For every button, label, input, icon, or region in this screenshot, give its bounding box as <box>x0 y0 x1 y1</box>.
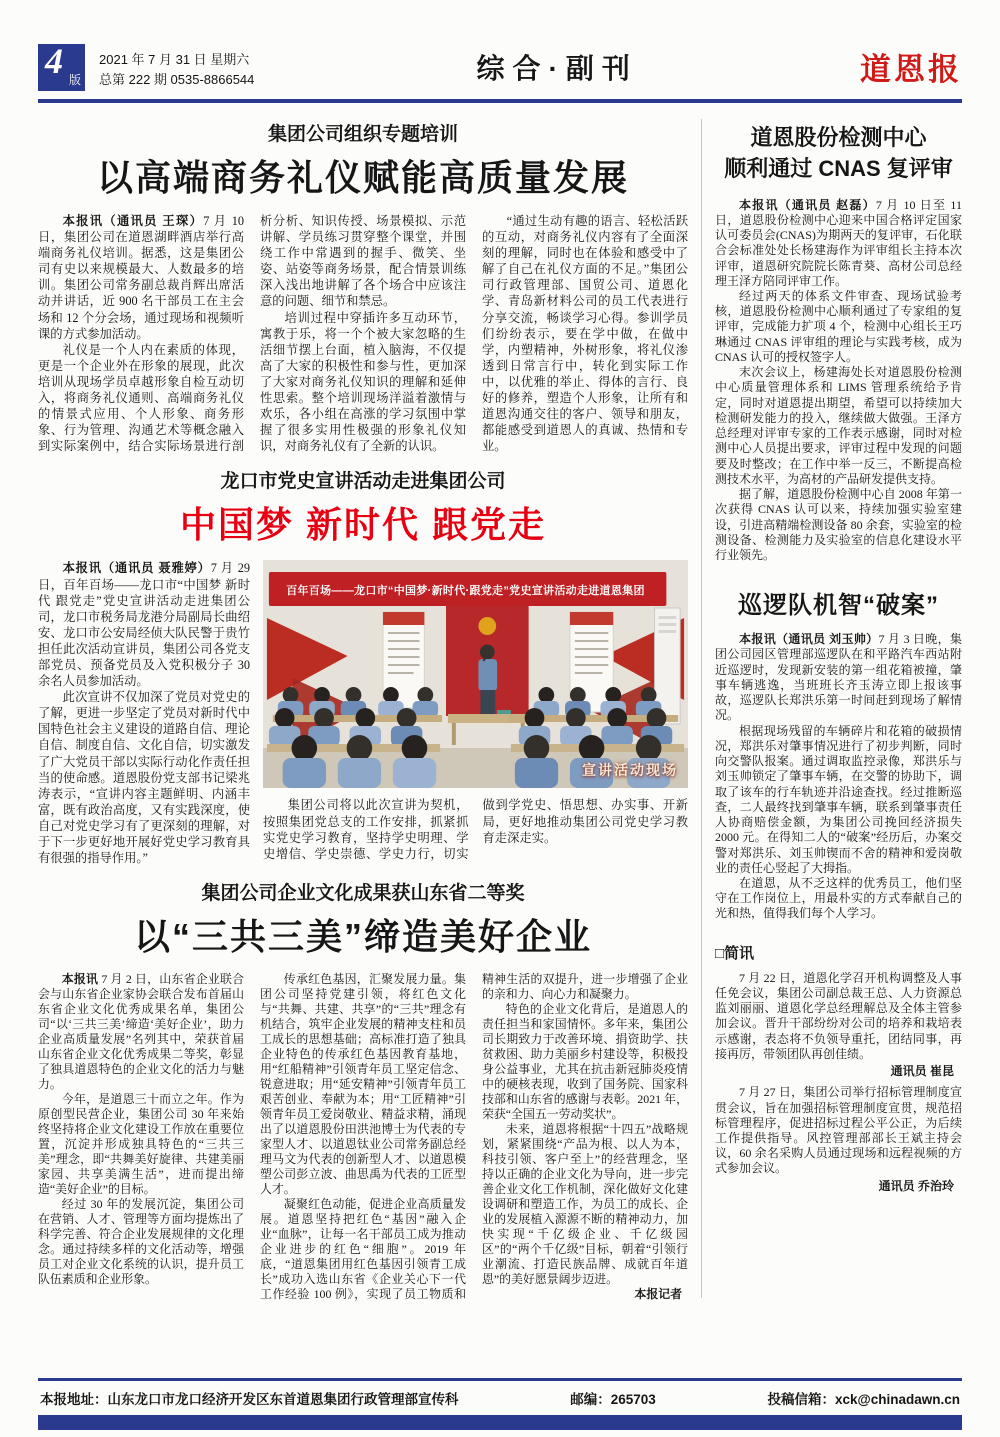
article-kicker: 龙口市党史宣讲活动走进集团公司 <box>220 471 506 493</box>
briefs-body <box>715 971 962 1194</box>
article-photo-column <box>263 560 688 866</box>
paragraph: 本报讯（通讯员 刘玉帅）7 月 3 日晚，集团公司园区管理部巡逻队在和平路汽车西站附近巡逻时，发现新安装的第一组花箱被撞，肇事车辆逃逸，当班班长齐玉涛立即上报该事故，巡逻队长郑洪乐第一时间赶到现场了解情况。 <box>715 632 962 723</box>
article-headline <box>715 123 962 185</box>
page-footer <box>38 1376 962 1437</box>
paragraph: 经过 30 年的发展沉淀，集团公司在营销、人才、管理等方面均提炼出了科学完善、符合企业发展规律的文化理念。通过持续多样的文化活动等，增强员工对企业文化系统的认识，提升员工队伍素质和企业形象。 <box>38 1197 244 1287</box>
brief-item: 7 月 27 日，集团公司举行招标管理制度宣贯会议，旨在加强招标管理制度宣贯，规范招标管理程序，促进招标过程公平公正，为后续工作提供指导。风控管理部部长王斌主持会议，60 余名采购人员通过现场和远程视频的方式参加会议。 <box>715 1085 962 1176</box>
paragraph: 集团公司将以此次宣讲为契机，按照集团党总支的工作安排，抓紧抓实党史学习教育，坚持学史明理、学史增信、学史崇德、学史力行，切实做到学党史、悟思想、办实事、开新局，更好地推动集团公司党史学习教育走深走实。 <box>263 798 688 861</box>
page-number-label: 版 <box>68 73 81 87</box>
paragraph: 特色的企业文化背后，是道恩人的责任担当和家国情怀。多年来，集团公司长期致力于改善环境、捐资助学、扶贫救困、助力美丽乡村建设等，积极投身公益事业，尤其在抗击新冠肺炎疫情中的硬核表现，收到了国务院、国家科技部和山东省的感谢与表彰。2021 年，荣获“全国五一劳动奖状”。 <box>482 1002 688 1122</box>
paragraph: 礼仪是一个人内在素质的体现，更是一个企业外在形象的展现，此次培训从现场学员卓越形象自检互动切入，将商务礼仪通则、高端商务礼仪的情景式应用、个人形象、商务形象、行为管理、沟通艺术等概念融入到实际案例中，结合实际场景进行剖析分析、知识传授、场景模拟、示范讲解、学员练习贯穿整个课堂，并围绕工作中常遇到的握手、微笑、坐姿、站姿等商务场景，配合情景训练深入浅出地讲解了各个场合中应该注意的问题、细节和禁忌。 <box>38 214 466 454</box>
paragraph: 本报讯（通讯员 赵磊）7 月 10 日至 11 日，道恩股份检测中心迎来中国合格评定国家认可委员会(CNAS)为期两天的复评审，石化联合会标准处处长杨建海作为评审组长主持本次评审，道恩研究院院长陈青葵、高材公司总经理王泽方陪同评审工作。 <box>715 197 962 288</box>
date-line: 2021 年 7 月 31 日 星期六 <box>99 52 250 67</box>
paragraph: 本报讯（通讯员 王琛）7 月 10 日，集团公司在道恩湖畔酒店举行高端商务礼仪培训。据悉，这是集团公司有史以来规模最大、人数最多的培训。集团公司常务副总裁肖辉出席活动并讲话，近 900 名干部员工在主会场和 12 个分会场，通过现场和视频听课的方式参加活动。 <box>38 214 244 341</box>
article-kicker: 集团公司企业文化成果获山东省二等奖 <box>201 883 525 905</box>
byline-lead: 本报讯（通讯员 聂雅婷） <box>62 561 211 576</box>
article-headline: 以高端商务礼仪赋能高质量发展 <box>96 157 629 198</box>
brief-byline: 通讯员 崔昆 <box>890 1064 954 1079</box>
briefs-header: □简讯 <box>715 944 755 962</box>
right-section <box>715 111 962 1302</box>
left-section <box>38 111 688 1302</box>
paragraph: 经过两天的体系文件审查、现场试验考核，道恩股份检测中心顺利通过了专家组的复评审，完成能力扩项 4 个，检测中心组长王巧琳通过 CNAS 评审组的理论与实践考核，成为 CNAS 认可的授权签字人。 <box>715 289 962 364</box>
article-headline: 巡逻队机智“破案” <box>738 592 939 620</box>
brief-item: 7 月 22 日，道恩化学召开机构调整及人事任免会议，集团公司副总裁王总、人力资源总监刘丽丽、道恩化学总经理解总及全体主管参加会议。晋升干部纷纷对公司的培养和栽培表示感谢，表态将不负领导重托，团结同事，再接再厉，带领团队再创佳绩。 <box>715 970 962 1061</box>
issue-line: 总第 222 期 0535-8866544 <box>99 71 255 87</box>
article-culture-award <box>38 878 688 1302</box>
masthead: 道恩报 <box>860 52 962 87</box>
byline-lead: 本报讯（通讯员 王琛） <box>62 214 204 228</box>
paragraph: 此次宣讲不仅加深了党员对党史的了解，更进一步坚定了党员对新时代中国特色社会主义建设的道路自信、理论自信、制度自信、文化自信，切实激发了广大党员干部以实际行动化作责任担当的使命感。道恩股份党支部书记梁兆涛表示，“宣讲内容主题鲜明、内涵丰富，既有政治高度，又有实践深度，使自己对党史学习有了更深刻的理解，对于下一步更好地开展好党史学习教育具有很强的指导作用。” <box>38 690 250 866</box>
article-kicker: 集团公司组织专题培训 <box>267 124 458 145</box>
article-training <box>38 119 688 454</box>
date-issue-block <box>99 50 254 91</box>
footer-address: 本报地址：山东龙口市龙口经济开发区东首道恩集团行政管理部宣传科 <box>40 1392 459 1407</box>
article-patrol <box>715 585 962 921</box>
section-title: 综合·副刊 <box>476 53 638 84</box>
article-body <box>38 213 688 454</box>
briefs-section <box>715 942 962 1194</box>
article-text-column <box>38 560 250 866</box>
paragraph: 凝聚红色动能，促进企业高质量发展。道恩坚持把红色“基因”融入企业“血脉”，让每一名干部员工成为推动企业进步的红色“细胞”。2019 年底，“道恩集团用红色基因引领青工成长”成功入选山东省《企业关心下一代工作经验 100 例》，实现了员工物质和精神生活的双提升，进一步增强了企业的亲和力、向心力和凝聚力。 <box>260 972 688 1302</box>
page-header <box>38 0 962 91</box>
article-continuation <box>263 797 688 861</box>
brief-byline: 通讯员 乔治玲 <box>878 1178 954 1193</box>
paragraph: 根据现场残留的车辆碎片和花箱的破损情况，郑洪乐对肇事情况进行了初步判断，同时向交警队报案。通过调取监控录像，郑洪乐与刘玉帅锁定了肇事车辆，在交警的协助下，调取了该车的行车轨迹并沿途查找。经过推断巡查，二人最终找到肇事车辆，联系到肇事责任人协商赔偿金额，为集团公司挽回经济损失 2000 元。在得知二人的“破案”经历后，办案交警对郑洪乐、刘玉帅锲而不舍的精神和爱岗敬业的责任心竖起了大拇指。 <box>715 723 962 875</box>
header-rule <box>38 99 962 103</box>
article-headline: 中国梦 新时代 跟党走 <box>179 504 546 546</box>
paragraph: “通过生动有趣的语言、轻松活跃的互动，对商务礼仪内容有了全面深刻的理解，同时也在体验和感受中了解了自己在礼仪方面的不足。”集团公司行政管理部、国贸公司、道恩化学、青岛新材料公司的员工代表进行分享交流，畅谈学习心得。参训学员们纷纷表示，要在学中做，在做中学，内塑精神，外树形象，将礼仪渗透到日常言行中，转化到实际工作中，以优雅的举止、得体的言行、良好的修养，塑造个人形象，让所有和道恩沟通交往的客户、领导和朋友，都能感受到道恩人的真诚、热情和专业。 <box>482 214 688 454</box>
paragraph: 培训过程中穿插许多互动环节，寓教于乐，将一个个被大家忽略的生活细节摆上台面，植入脑海，不仅提高了大家的积极性和参与性，更加深了大家对商务礼仪知识的理解和延伸性思索。整个培训现场洋溢着激情与欢乐，各小组在高涨的学习氛围中掌握了很多实用性极强的形象礼仪知识，对商务礼仪有了全新的认识。 <box>260 310 466 454</box>
page-number-box <box>38 41 85 91</box>
byline-lead: 本报讯（通讯员 刘玉帅） <box>739 632 879 647</box>
paragraph: 末次会议上，杨建海处长对道恩股份检测中心质量管理体系和 LIMS 管理系统给予肯定，同时对道恩提出期望，希望可以持续加大检测研发能力的投入，继续做大做强。王泽方总经理对评审专家的工作表示感谢，同时对检测中心人员提出要求，评审过程中发现的问题要及时整改；在工作中举一反三，不断提高检测技术水平，为高材的产品研发提供支持。 <box>715 365 962 486</box>
paragraph: 本报讯（通讯员 聂雅婷）7 月 29 日，百年百场——龙口市“中国梦 新时代 跟党走”党史宣讲活动走进集团公司，龙口市税务局龙港分局副局长曲绍安、龙口市公安局经侦大队民警于贵竹担任此次活动宣讲员，集团公司各党支部党员、预备党员及入党积极分子 30 余名人员参加活动。 <box>38 561 250 689</box>
column-divider <box>701 119 702 1298</box>
photo-banner-text: 百年百场——龙口市“中国梦·新时代·跟党走”党史宣讲活动走进道恩集团 <box>286 585 645 598</box>
footer-band <box>38 1415 962 1430</box>
byline-lead: 本报讯 <box>61 972 99 987</box>
paragraph: 据了解，道恩股份检测中心自 2008 年第一次获得 CNAS 认可以来，持续加强实验室建设，引进高精端检测设备 80 余套，实验室的检测设备、检测能力及实验室的信息化建设水平行业领先。 <box>715 487 962 562</box>
paragraph: 本报讯 7 月 2 日，山东省企业联合会与山东省企业家协会联合发布首届山东省企业文化优秀成果名单，集团公司“以‘三共三美’缔造‘美好企业’，助力企业高质量发展”名列其中，荣获首届山东省企业文化优秀成果二等奖，彰显了独具道恩特色的企业文化的活力与魅力。 <box>38 972 244 1092</box>
footer-email: 投稿信箱：xck@chinadawn.cn <box>767 1392 960 1407</box>
headline-line1: 道恩股份检测中心 <box>750 125 927 150</box>
main-content <box>38 111 962 1302</box>
paragraph: 今年，是道恩三十而立之年。作为原创型民营企业，集团公司 30 年来始终坚持将企业文化建设工作放在重要位置，沉淀并形成独具特色的“三共三美”理念，即“共舞美好旋律、共建美丽家园、共享美满生活”，进而提出缔造“美好企业”的目标。 <box>38 1092 244 1197</box>
paragraph: 在道恩，从不乏这样的优秀员工，他们坚守在工作岗位上，用最朴实的方式奉献自己的光和热，值得我们每个人学习。 <box>715 875 962 921</box>
article-cnas <box>715 123 962 563</box>
paragraph: 未来，道恩将根据“十四五”战略规划，紧紧围绕“产品为根、以人为本，科技引领、客户至上”的经营理念，坚持以正确的企业文化为导向，进一步完善企业文化工作机制，深化做好文化建设调研和塑造工作，为员工的成长、企业的发展植入源源不断的精神动力，加快实现“千亿级企业、千亿级园区”的“两个千亿级”目标，朝着“引领行业潮流、打造民族品牌、成就百年道恩”的美好愿景阔步迈进。 <box>482 1122 688 1287</box>
byline-lead: 本报讯（通讯员 赵磊） <box>739 197 876 212</box>
footer-postcode: 邮编：265703 <box>570 1392 656 1407</box>
article-body <box>38 972 688 1302</box>
news-photo <box>263 560 688 788</box>
article-body <box>715 198 962 564</box>
article-headline: 以“三共三美”缔造美好企业 <box>133 916 592 958</box>
headline-line2: 顺利通过 CNAS 复评审 <box>724 155 953 181</box>
page-number: 4 <box>45 41 63 81</box>
paragraph: 传承红色基因，汇聚发展力量。集团公司坚持党建引领，将红色文化与“共舞、共建、共享”的“三共”理念有机结合，筑牢企业发展的精神支柱和员工成长的思想基础；高标准打造了独具企业特色的传承红色基因教育基地，用“红船精神”引领青年员工坚定信念、锐意进取；用“延安精神”引领青年员工艰苦创业、奉献为本；用“工匠精神”引领青年员工爱岗敬业、精益求精，涌现出了以道恩股份田洪池博士为代表的专家型人才、以道恩钛业公司常务副总经理马文为代表的创新型人才、以道恩模塑公司彭立波、曲思禹为代表的工匠型人才。 <box>260 972 466 1197</box>
photo-caption: 宣讲活动现场 <box>582 762 678 779</box>
article-party-lecture <box>38 466 688 866</box>
footer-text-row <box>38 1381 962 1415</box>
article-byline: 本报记者 <box>634 1287 682 1302</box>
article-body <box>38 560 688 866</box>
article-body <box>715 632 962 921</box>
